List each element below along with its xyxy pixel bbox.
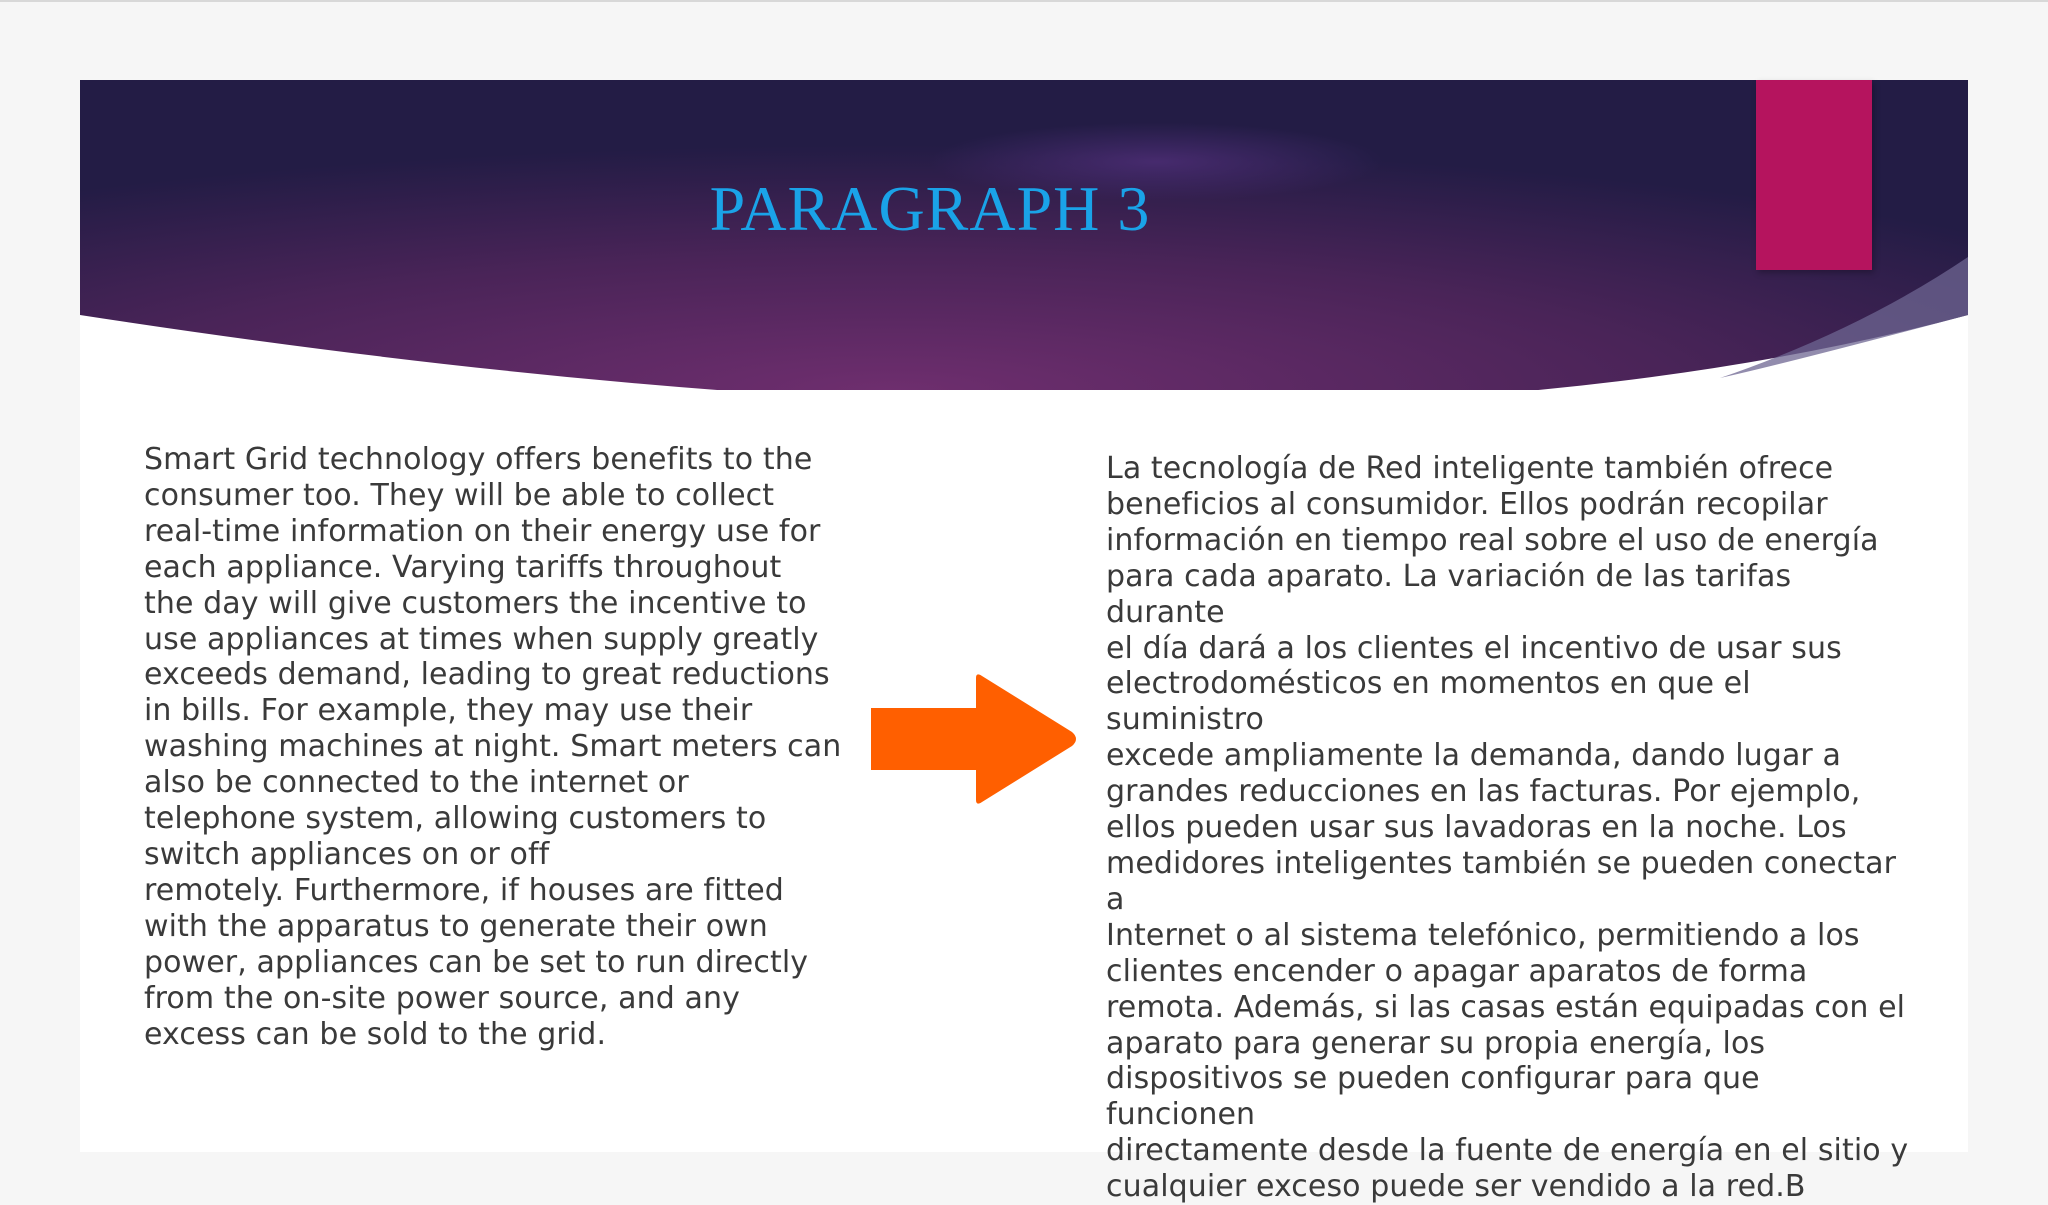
english-paragraph: Smart Grid technology offers benefits to the consumer too. They will be able to collect real-time information on their energy use for each appliance. Varying tariffs throughout the day will give customers the incentive to use appliances at times when supply greatly exceeds demand, leading to great reductions in bills. For example, they may use their washing machines at night. Smart meters can also be connected to the internet or telephone system, allowing customers to switch appliances on or off remotely. Furthermore, if houses are fitted with the apparatus to generate their own power, appliances can be set to run directly from the on-site power source, and any excess can be sold to the grid. — [144, 442, 842, 1052]
slide-title: PARAGRAPH 3 — [709, 173, 1151, 244]
accent-tab — [1756, 80, 1872, 270]
slide — [80, 80, 1968, 1205]
spanish-paragraph: La tecnología de Red inteligente también ofrece beneficios al consumidor. Ellos podrán recopilar información en tiempo real sobre el uso de energía para cada aparato. La variación de las tarifas durante el día dará a los clientes el incentivo de usar sus electrodomésticos en momentos en que el suministro excede ampliamente la demanda, dando lugar a grandes reducciones en las facturas. Por ejemplo, ellos pueden usar sus lavadoras en la noche. Los medidores inteligentes también se pueden conectar a Internet o al sistema telefónico, permitiendo a los clientes encender o apagar aparatos de forma remota. Además, si las casas están equipadas con el aparato para generar su propia energía, los dispositivos se pueden configurar para que funcionen directamente desde la fuente de energía en el sitio y cualquier exceso puede ser vendido a la red.B — [1106, 451, 1909, 1205]
right-arrow-icon — [868, 672, 1080, 806]
top-rule — [0, 0, 2048, 2]
